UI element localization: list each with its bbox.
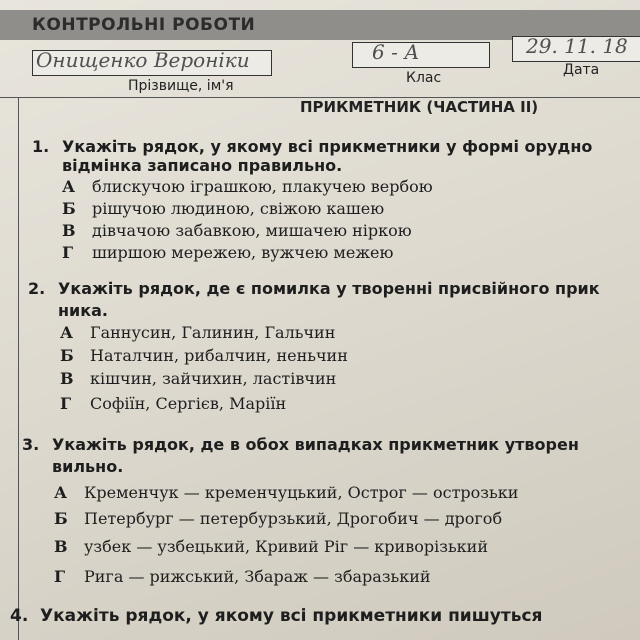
option-letter: Б	[62, 199, 76, 218]
option-text: Петербург — петербурзький, Дрогобич — дрогоб	[84, 509, 503, 528]
option-text: рішучою людиною, свіжою кашею	[92, 199, 385, 218]
option-text: Ганнусин, Галинин, Гальчин	[90, 323, 336, 342]
option-letter: В	[54, 537, 68, 556]
option-letter: Г	[60, 394, 72, 413]
question-number: 2.	[28, 279, 46, 298]
option-letter: Б	[54, 509, 68, 528]
option-text: Наталчин, рибалчин, неньчин	[90, 346, 348, 365]
margin-line	[18, 97, 19, 640]
option-text: Рига — рижський, Збараж — збаразький	[84, 567, 431, 586]
section-title: ПРИКМЕТНИК (ЧАСТИНА II)	[300, 98, 539, 116]
question-number: 4.	[10, 606, 29, 626]
question-text-line: відмінка записано правильно.	[62, 156, 343, 175]
header-title: КОНТРОЛЬНІ РОБОТИ	[32, 15, 256, 35]
date-label: Дата	[563, 62, 600, 78]
class-value: 6 - А	[372, 40, 420, 64]
option-letter: Г	[62, 243, 74, 262]
option-letter: А	[62, 177, 76, 196]
option-text: Кременчук — кременчуцький, Острог — острозьки	[84, 483, 519, 502]
question-text-line: ника.	[58, 301, 108, 320]
class-label: Клас	[406, 70, 442, 86]
question-text-line: Укажіть рядок, у якому всі прикметники пишуться	[40, 606, 543, 626]
name-value: Онищенко Вероніки	[36, 48, 250, 72]
question-number: 1.	[32, 137, 50, 156]
option-text: Софіїн, Сергієв, Маріїн	[90, 394, 287, 413]
name-label: Прізвище, ім'я	[128, 78, 234, 94]
option-letter: В	[62, 221, 76, 240]
option-text: блискучою іграшкою, плакучею вербою	[92, 177, 433, 196]
question-number: 3.	[22, 435, 40, 454]
question-text-line: Укажіть рядок, у якому всі прикметники у формі орудно	[62, 137, 593, 156]
question-text-line: вильно.	[52, 457, 124, 476]
option-letter: В	[60, 369, 74, 388]
question-text-line: Укажіть рядок, де є помилка у творенні присвійного прик	[58, 279, 600, 298]
option-text: дівчачою забавкою, мишачею ніркою	[92, 221, 412, 240]
option-letter: Г	[54, 567, 66, 586]
option-letter: А	[60, 323, 74, 342]
option-text: ширшою мережею, вужчею межею	[92, 243, 394, 262]
date-value: 29. 11. 18	[526, 34, 628, 58]
option-text: кішчин, зайчихин, ластівчин	[90, 369, 337, 388]
option-text: узбек — узбецький, Кривий Ріг — криворізький	[84, 537, 488, 556]
question-text-line: Укажіть рядок, де в обох випадках прикметник утворен	[52, 435, 579, 454]
option-letter: А	[54, 483, 68, 502]
option-letter: Б	[60, 346, 74, 365]
